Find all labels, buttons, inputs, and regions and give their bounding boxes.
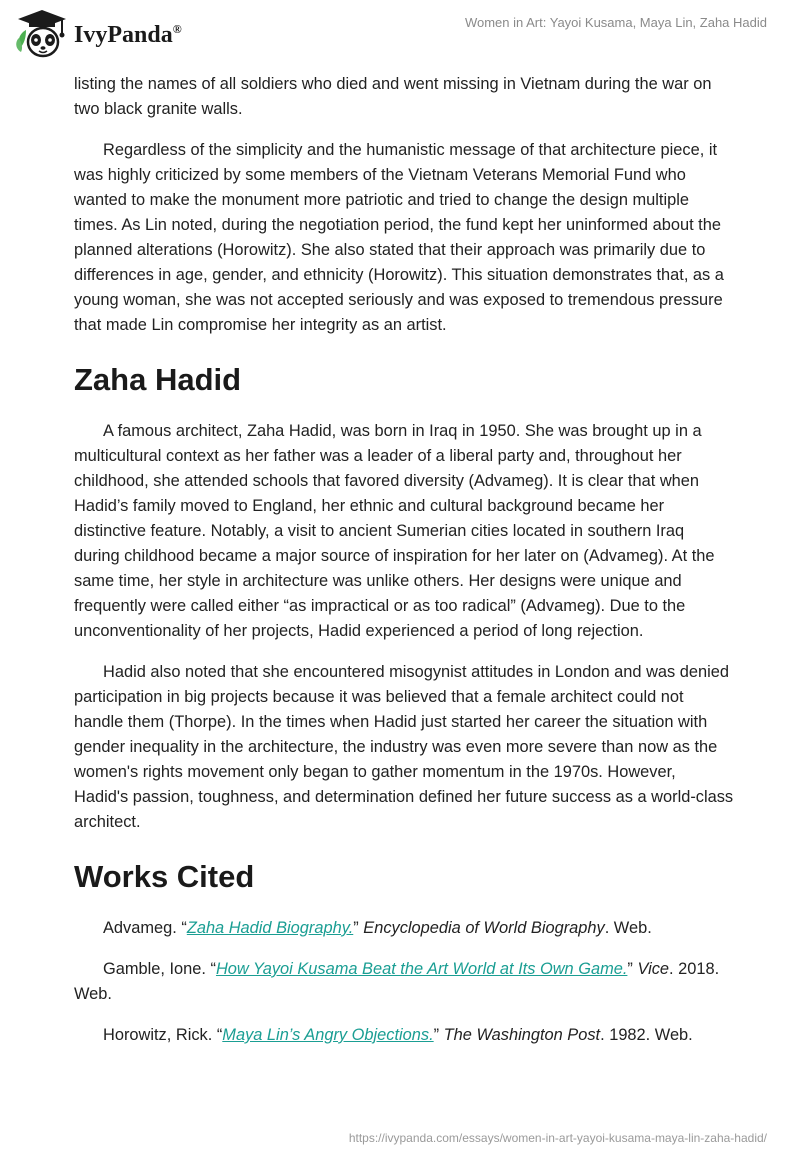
heading-works-cited: Works Cited xyxy=(74,859,255,894)
source-url: https://ivypanda.com/essays/women-in-art-yayoi-kusama-maya-lin-zaha-hadid/ xyxy=(348,1131,767,1145)
citation-link[interactable]: Zaha Hadid Biography. xyxy=(186,919,354,937)
panda-graduate-icon xyxy=(14,8,70,60)
citation-item: Advameg. “Zaha Hadid Biography.” Encyclopedia of World Biography. Web. xyxy=(103,919,652,937)
heading-zaha-hadid: Zaha Hadid xyxy=(74,362,242,397)
page-header xyxy=(0,0,800,70)
paragraph-hadid-career: Hadid also noted that she encountered misogynist attitudes in London and was denied participation in big projects because it was believed that a female architect could not handle them (Thorpe). In the times when Hadid just started her career the situation with gender inequality in the architecture, the industry was even more severe than now as the women's rights movement only began to gather momentum in the 1970s. However, Hadid's passion, toughness, and determination defined her future success as a world-class architect. xyxy=(74,663,734,831)
citation-link[interactable]: Maya Lin’s Angry Objections. xyxy=(222,1026,434,1044)
ivypanda-logo[interactable] xyxy=(14,8,182,60)
paragraph-continued: listing the names of all soldiers who died and went missing in Vietnam during the war on two black granite walls. xyxy=(74,75,712,118)
article-body xyxy=(74,70,734,1048)
paragraph-hadid-background: A famous architect, Zaha Hadid, was born in Iraq in 1950. She was brought up in a multicultural context as her father was a leader of a liberal party and, throughout her childhood, she attended schools that favored diversity (Advameg). It is clear that when Hadid’s family moved to England, her ethnic and cultural background became her distinctive feature. Notably, a visit to ancient Sumerian cities located in southern Iraq during childhood became a major source of inspiration for her later on (Advameg). At the same time, her style in architecture was unlike others. Her designs were unique and frequently were called either “as impractical or as too radical” (Advameg). Due to the unconventionality of her projects, Hadid experienced a period of long rejection. xyxy=(74,422,715,640)
citation-item: Gamble, Ione. “How Yayoi Kusama Beat the Art World at Its Own Game.” Vice. 2018. Web. xyxy=(74,960,720,1003)
citation-item: Horowitz, Rick. “Maya Lin’s Angry Objections.” The Washington Post. 1982. Web. xyxy=(103,1026,693,1044)
brand-name: IvyPanda® xyxy=(74,21,182,48)
document-title: Women in Art: Yayoi Kusama, Maya Lin, Zaha Hadid xyxy=(464,15,767,30)
citation-link[interactable]: How Yayoi Kusama Beat the Art World at Its Own Game. xyxy=(215,960,628,978)
paragraph-criticism: Regardless of the simplicity and the humanistic message of that architecture piece, it was highly criticized by some members of the Vietnam Veterans Memorial Fund who wanted to make the monument more patriotic and tried to change the design multiple times. As Lin noted, during the negotiation period, the fund kept her uninformed about the planned alterations (Horowitz). She also stated that their approach was primarily due to differences in age, gender, and ethnicity (Horowitz). This situation demonstrates that, as a young woman, she was not accepted seriously and was exposed to tremendous pressure that made Lin compromise her integrity as an artist. xyxy=(74,141,724,334)
